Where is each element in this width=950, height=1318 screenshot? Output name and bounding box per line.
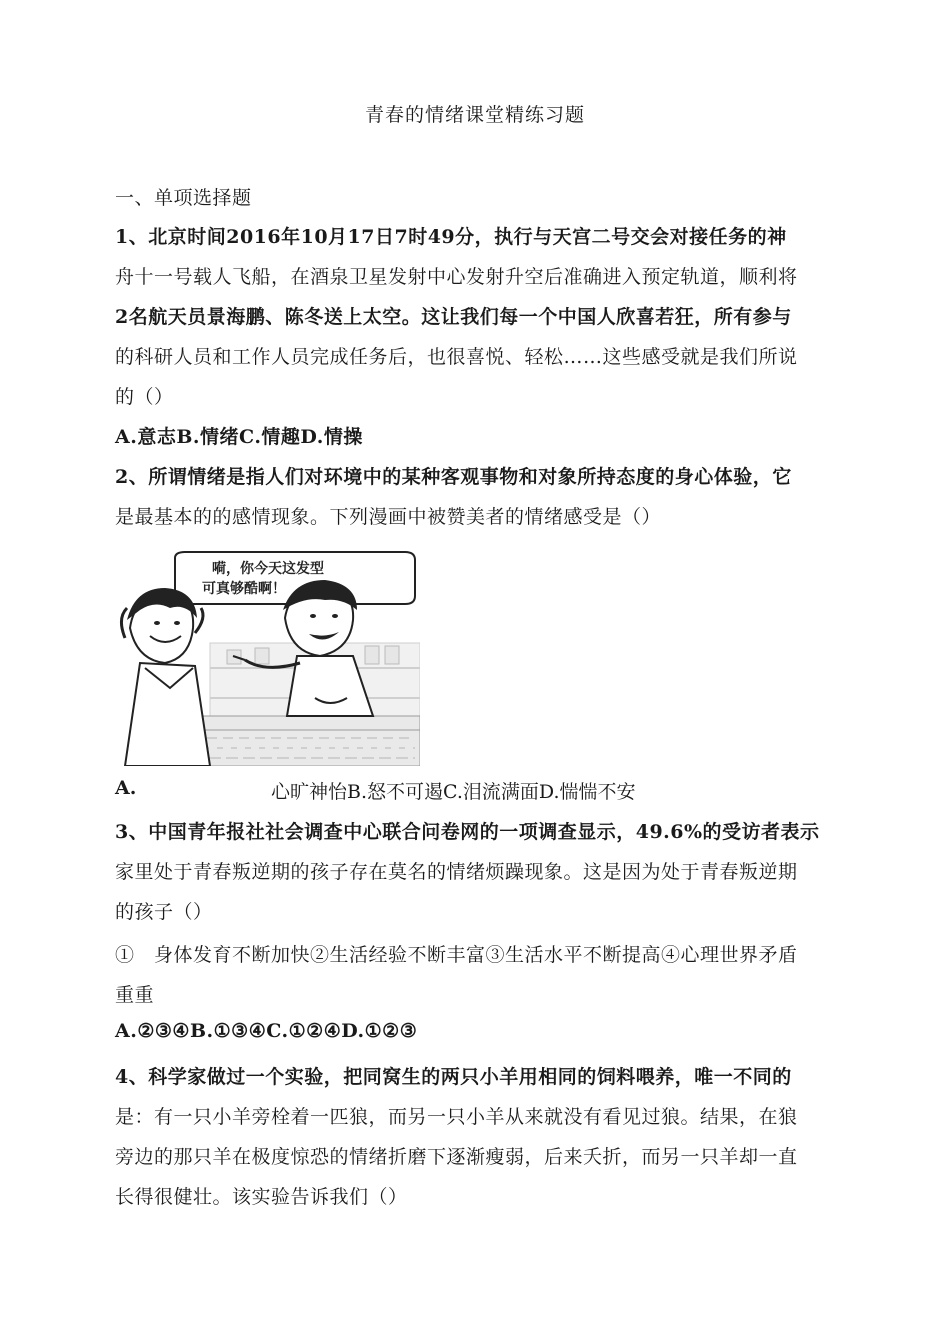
comic-illustration xyxy=(115,548,420,766)
q4-line-3: 旁边的那只羊在极度惊恐的情绪折磨下逐渐瘦弱，后来夭折，而另一只羊却一直 xyxy=(115,1146,798,1168)
q3-line-1: 3、中国青年报社社会调查中心联合问卷网的一项调查显示，49.6%的受访者表示 xyxy=(115,821,820,843)
section-heading: 一、单项选择题 xyxy=(115,187,252,209)
q1-options: A.意志B.情绪C.情趣D.情操 xyxy=(115,426,363,448)
bubble-line-1: 嗬，你今天这发型 xyxy=(212,561,324,577)
comic-drawing xyxy=(115,548,420,766)
q3-options: A.②③④B.①③④C.①②④D.①②③ xyxy=(115,1020,418,1042)
q2-options-rest: 心旷神怡B.怒不可遏C.泪流满面D.惴惴不安 xyxy=(271,781,636,803)
q1-line-4: 的科研人员和工作人员完成任务后，也很喜悦、轻松……这些感受就是我们所说 xyxy=(115,346,798,368)
page-title: 青春的情绪课堂精练习题 xyxy=(364,104,585,126)
q4-line-2: 是：有一只小羊旁栓着一匹狼，而另一只小羊从来就没有看见过狼。结果，在狼 xyxy=(115,1106,798,1128)
q1-line-3: 2名航天员景海鹏、陈冬送上太空。这让我们每一个中国人欣喜若狂，所有参与 xyxy=(115,306,792,328)
q3-line-2: 家里处于青春叛逆期的孩子存在莫名的情绪烦躁现象。这是因为处于青春叛逆期 xyxy=(115,861,798,883)
q1-line-2: 舟十一号载人飞船，在酒泉卫星发射中心发射升空后准确进入预定轨道，顺利将 xyxy=(115,266,798,288)
q3-line-5: 重重 xyxy=(115,984,155,1006)
q4-line-1: 4、科学家做过一个实验，把同窝生的两只小羊用相同的饲料喂养，唯一不同的 xyxy=(115,1066,792,1088)
q3-line-3: 的孩子（） xyxy=(115,901,213,923)
q2-options xyxy=(115,777,815,805)
q1-line-5: 的（） xyxy=(115,386,174,408)
bubble-line-2: 可真够酷啊！ xyxy=(202,581,286,597)
q3-line-4: ① 身体发育不断加快②生活经验不断丰富③生活水平不断提高④心理世界矛盾 xyxy=(115,944,798,966)
q2-option-a-label: A. xyxy=(115,777,137,799)
q1-line-1: 1、北京时间2016年10月17日7时49分，执行与天宫二号交会对接任务的神 xyxy=(115,226,787,248)
q2-line-1: 2、所谓情绪是指人们对环境中的某种客观事物和对象所持态度的身心体验，它 xyxy=(115,466,792,488)
q4-line-4: 长得很健壮。该实验告诉我们（） xyxy=(115,1186,408,1208)
q2-line-2: 是最基本的的感情现象。下列漫画中被赞美者的情绪感受是（） xyxy=(115,506,662,528)
